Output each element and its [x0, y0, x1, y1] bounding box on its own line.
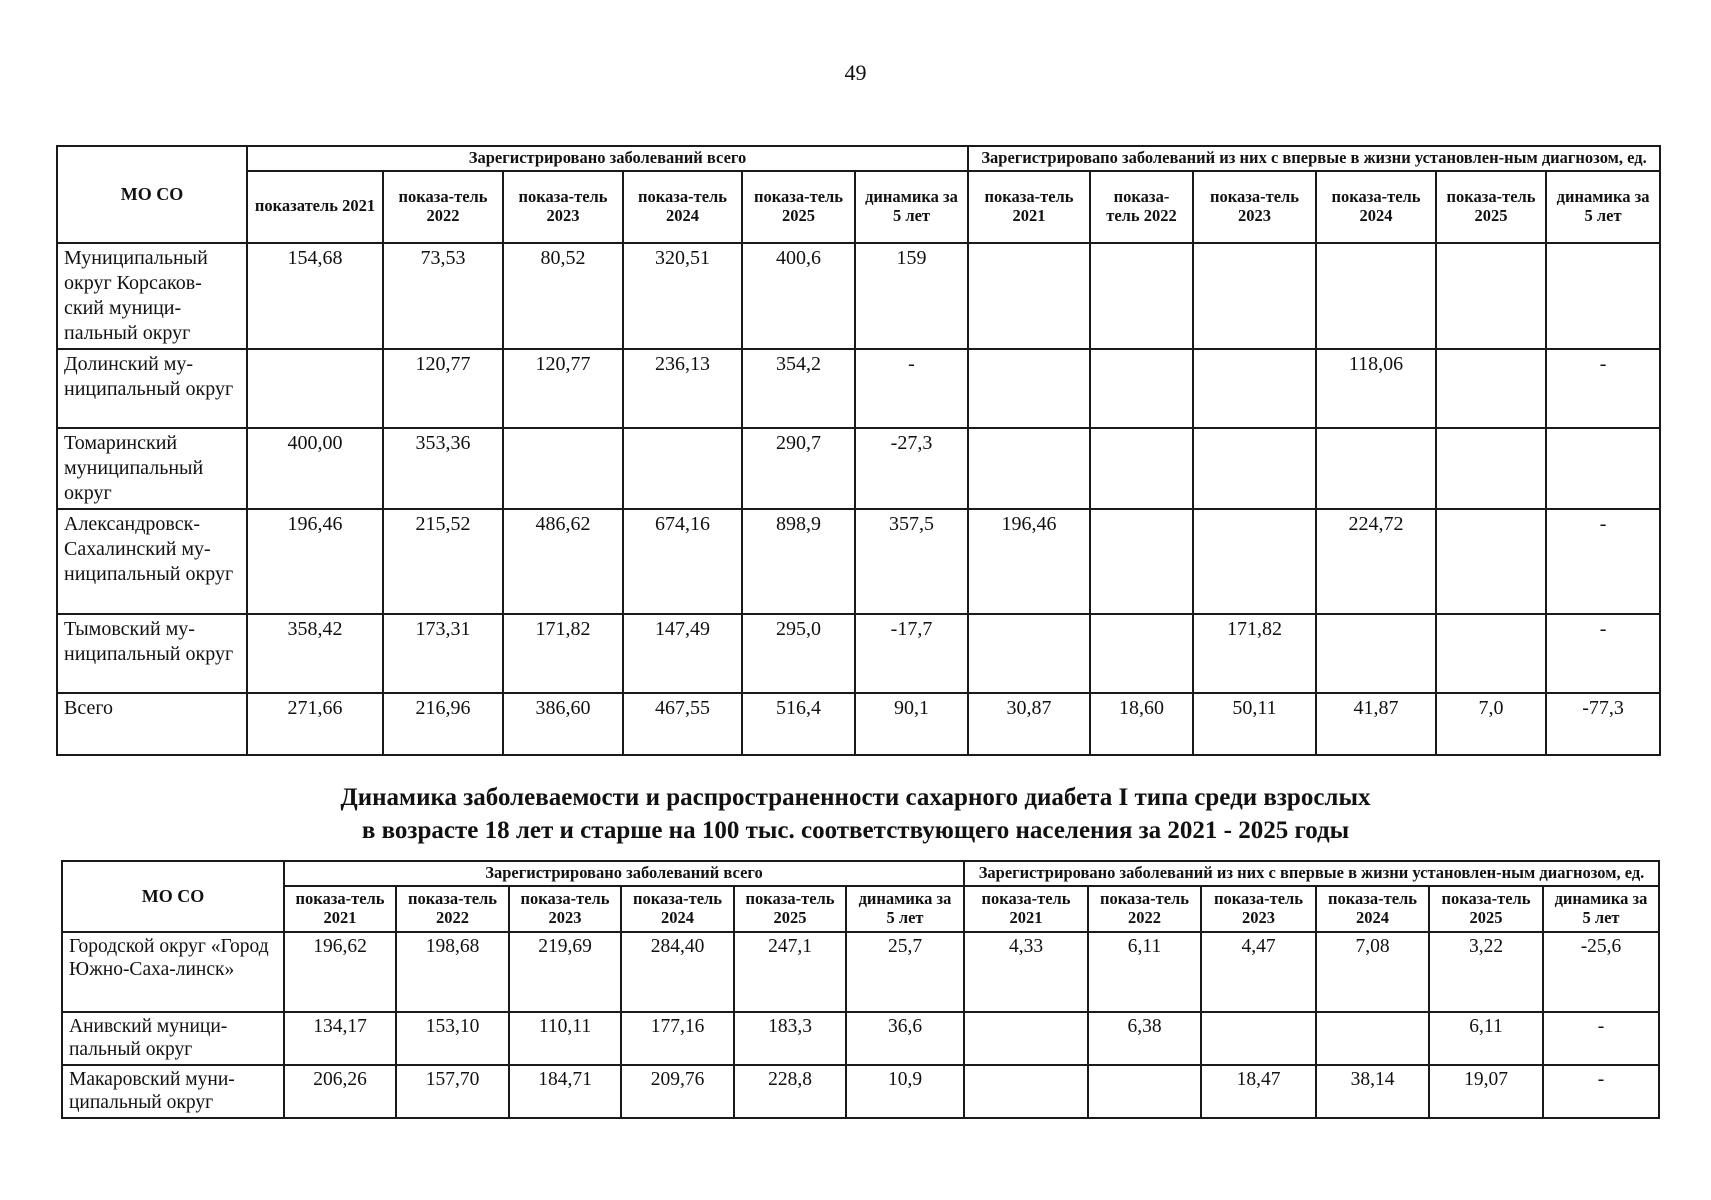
column-header: показа-тель 2022	[1088, 886, 1201, 932]
cell-value: 6,11	[1429, 1012, 1543, 1065]
cell-value: 171,82	[503, 614, 623, 693]
cell-value: 120,77	[383, 349, 503, 428]
column-header: показатель 2021	[247, 171, 383, 243]
cell-value: 157,70	[396, 1065, 509, 1118]
cell-value: 183,3	[734, 1012, 846, 1065]
cell-value: 18,47	[1201, 1065, 1316, 1118]
cell-value: 400,6	[742, 243, 855, 349]
column-header: показа-тель 2021	[968, 171, 1090, 243]
group-header-total: Зарегистрировано заболеваний всего	[247, 146, 968, 171]
cell-value: 41,87	[1316, 693, 1436, 755]
cell-value: 358,42	[247, 614, 383, 693]
table-row	[62, 1065, 1659, 1118]
cell-value	[964, 1012, 1088, 1065]
cell-value: 171,82	[1193, 614, 1316, 693]
cell-value: 110,11	[509, 1012, 621, 1065]
section-caption	[0, 782, 1711, 847]
cell-value: 154,68	[247, 243, 383, 349]
cell-value: 147,49	[623, 614, 742, 693]
cell-value: 134,17	[284, 1012, 396, 1065]
cell-value: 153,10	[396, 1012, 509, 1065]
cell-value: 353,36	[383, 428, 503, 509]
table-header-row	[57, 146, 1660, 171]
cell-value: 90,1	[855, 693, 968, 755]
cell-value: 386,60	[503, 693, 623, 755]
cell-value: 486,62	[503, 509, 623, 614]
column-header-mo: МО СО	[62, 861, 284, 932]
cell-value: 159	[855, 243, 968, 349]
cell-value	[1201, 1012, 1316, 1065]
cell-value: 30,87	[968, 693, 1090, 755]
cell-value: 3,22	[1429, 932, 1543, 1012]
table-row	[62, 1012, 1659, 1065]
cell-value: 50,11	[1193, 693, 1316, 755]
cell-value: 215,52	[383, 509, 503, 614]
page-number: 49	[844, 60, 867, 85]
cell-value: 400,00	[247, 428, 383, 509]
cell-value	[1090, 243, 1193, 349]
column-header: показа-тель 2023	[509, 886, 621, 932]
cell-value	[1088, 1065, 1201, 1118]
cell-value: 36,6	[846, 1012, 964, 1065]
cell-value	[623, 428, 742, 509]
cell-value	[1546, 428, 1660, 509]
column-header: показа-тель 2025	[1436, 171, 1546, 243]
cell-value: 898,9	[742, 509, 855, 614]
column-header: показа-тель 2024	[1316, 886, 1429, 932]
column-header: показа-тель 2022	[383, 171, 503, 243]
cell-value: 7,08	[1316, 932, 1429, 1012]
cell-value: 118,06	[1316, 349, 1436, 428]
cell-value: 247,1	[734, 932, 846, 1012]
cell-value: 206,26	[284, 1065, 396, 1118]
cell-value	[1316, 614, 1436, 693]
cell-value: -	[855, 349, 968, 428]
column-header: показа-тель 2023	[1201, 886, 1316, 932]
column-header: показа-тель 2024	[1316, 171, 1436, 243]
cell-value: 357,5	[855, 509, 968, 614]
cell-value: 120,77	[503, 349, 623, 428]
cell-value: 228,8	[734, 1065, 846, 1118]
cell-value: 4,33	[964, 932, 1088, 1012]
cell-value	[1090, 349, 1193, 428]
cell-value: 516,4	[742, 693, 855, 755]
cell-value: 216,96	[383, 693, 503, 755]
cell-value: 6,38	[1088, 1012, 1201, 1065]
cell-value: -25,6	[1543, 932, 1659, 1012]
group-header-first-diagnosis: Зарегистрировапо заболеваний из них с впервые в жизни установлен-ным диагнозом, ед.	[968, 146, 1660, 171]
column-header: динамика за 5 лет	[846, 886, 964, 932]
cell-value: -27,3	[855, 428, 968, 509]
row-name: Городской округ «Город Южно-Саха-линск»	[62, 932, 284, 1012]
cell-value: 320,51	[623, 243, 742, 349]
group-header-first-diagnosis: Зарегистрировано заболеваний из них с впервые в жизни установлен-ным диагнозом, ед.	[964, 861, 1659, 886]
cell-value	[1193, 428, 1316, 509]
cell-value	[1090, 614, 1193, 693]
column-header: динамика за 5 лет	[1546, 171, 1660, 243]
column-header-mo: МО СО	[57, 146, 247, 243]
cell-value: 80,52	[503, 243, 623, 349]
cell-value: -	[1543, 1065, 1659, 1118]
column-header: показа-тель 2025	[1429, 886, 1543, 932]
cell-value: -	[1543, 1012, 1659, 1065]
cell-value: 196,46	[247, 509, 383, 614]
cell-value: 209,76	[621, 1065, 734, 1118]
cell-value	[1436, 614, 1546, 693]
row-name: Всего	[57, 693, 247, 755]
column-header: показа-тель 2023	[1193, 171, 1316, 243]
cell-value: 38,14	[1316, 1065, 1429, 1118]
cell-value	[1316, 428, 1436, 509]
column-header: динамика за 5 лет	[855, 171, 968, 243]
table-header-row	[62, 861, 1659, 886]
column-header: показа-тель 2021	[964, 886, 1088, 932]
cell-value	[503, 428, 623, 509]
cell-value	[1436, 428, 1546, 509]
cell-value: -17,7	[855, 614, 968, 693]
group-header-total: Зарегистрировано заболеваний всего	[284, 861, 964, 886]
table-row	[57, 509, 1660, 614]
cell-value: -	[1546, 509, 1660, 614]
caption-line-2: в возрасте 18 лет и старше на 100 тыс. соответствующего населения за 2021 - 2025 годы	[361, 816, 1350, 844]
cell-value	[968, 243, 1090, 349]
table-row	[57, 243, 1660, 349]
cell-value: 10,9	[846, 1065, 964, 1118]
column-header: динамика за 5 лет	[1543, 886, 1659, 932]
column-header: показа-тель 2022	[396, 886, 509, 932]
table-row	[57, 614, 1660, 693]
cell-value	[1436, 243, 1546, 349]
column-header: показа-тель 2023	[503, 171, 623, 243]
row-name: Александровск-Сахалинский му-ниципальный округ	[57, 509, 247, 614]
cell-value: 290,7	[742, 428, 855, 509]
cell-value	[1316, 1012, 1429, 1065]
cell-value: 467,55	[623, 693, 742, 755]
cell-value: 354,2	[742, 349, 855, 428]
cell-value: 4,47	[1201, 932, 1316, 1012]
cell-value: 295,0	[742, 614, 855, 693]
cell-value: 73,53	[383, 243, 503, 349]
table-subheader-row	[57, 171, 1660, 243]
cell-value: 219,69	[509, 932, 621, 1012]
cell-value: 271,66	[247, 693, 383, 755]
row-name: Муниципальный округ Корсаков-ский муници-пальный округ	[57, 243, 247, 349]
cell-value	[1546, 243, 1660, 349]
cell-value: 196,62	[284, 932, 396, 1012]
cell-value	[964, 1065, 1088, 1118]
cell-value	[1193, 349, 1316, 428]
cell-value: 284,40	[621, 932, 734, 1012]
table-1	[56, 145, 1661, 756]
cell-value: 224,72	[1316, 509, 1436, 614]
cell-value: 6,11	[1088, 932, 1201, 1012]
caption-line-1: Динамика заболеваемости и распространенности сахарного диабета I типа среди взрослых	[340, 784, 1371, 811]
cell-value: 177,16	[621, 1012, 734, 1065]
row-name: Тымовский му-ниципальный округ	[57, 614, 247, 693]
column-header: показа-тель 2024	[623, 171, 742, 243]
cell-value: 19,07	[1429, 1065, 1543, 1118]
cell-value	[968, 349, 1090, 428]
cell-value: 173,31	[383, 614, 503, 693]
column-header: показа-тель 2025	[734, 886, 846, 932]
cell-value: 7,0	[1436, 693, 1546, 755]
cell-value: 18,60	[1090, 693, 1193, 755]
table-2	[61, 860, 1660, 1119]
column-header: показа-тель 2021	[284, 886, 396, 932]
column-header: показа-тель 2022	[1090, 171, 1193, 243]
table-subheader-row	[62, 886, 1659, 932]
row-name: Макаровский муни-ципальный округ	[62, 1065, 284, 1118]
cell-value: 198,68	[396, 932, 509, 1012]
cell-value	[968, 614, 1090, 693]
cell-value	[1436, 509, 1546, 614]
row-name: Долинский му-ниципальный округ	[57, 349, 247, 428]
cell-value	[1316, 243, 1436, 349]
row-name: Анивский муници-пальный округ	[62, 1012, 284, 1065]
cell-value	[247, 349, 383, 428]
cell-value: 25,7	[846, 932, 964, 1012]
column-header: показа-тель 2024	[621, 886, 734, 932]
cell-value: 196,46	[968, 509, 1090, 614]
table-row-total	[57, 693, 1660, 755]
column-header: показа-тель 2025	[742, 171, 855, 243]
cell-value: -	[1546, 614, 1660, 693]
table-row	[57, 428, 1660, 509]
table-row	[62, 932, 1659, 1012]
cell-value: 674,16	[623, 509, 742, 614]
cell-value: 184,71	[509, 1065, 621, 1118]
cell-value	[1090, 509, 1193, 614]
cell-value: -	[1546, 349, 1660, 428]
cell-value: -77,3	[1546, 693, 1660, 755]
cell-value	[1090, 428, 1193, 509]
row-name: Томаринский муниципальный округ	[57, 428, 247, 509]
cell-value	[1436, 349, 1546, 428]
table-row	[57, 349, 1660, 428]
cell-value: 236,13	[623, 349, 742, 428]
cell-value	[968, 428, 1090, 509]
cell-value	[1193, 509, 1316, 614]
cell-value	[1193, 243, 1316, 349]
